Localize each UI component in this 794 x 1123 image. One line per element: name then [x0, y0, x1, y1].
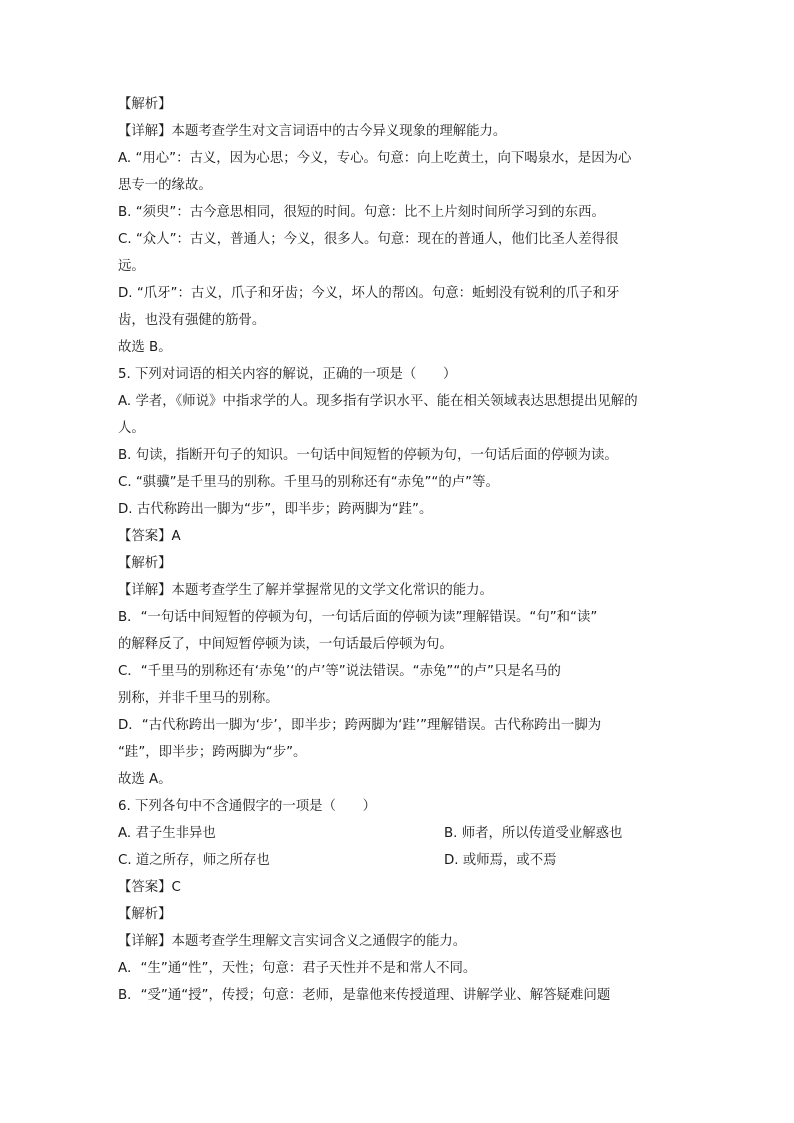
- text-line: 【解析】: [118, 97, 172, 112]
- text-line: B．“一句话中间短暂的停顿为句，一句话后面的停顿为读”理解错误。“句”和“读”: [118, 610, 598, 625]
- text-line: D. “爪牙”：古义，爪子和牙齿；今义，坏人的帮凶。句意：蚯蚓没有锐利的爪子和牙: [118, 286, 620, 301]
- text-line: B. “须臾”：古今意思相同，很短的时间。句意：比不上片刻时间所学习到的东西。: [118, 205, 605, 220]
- answer-label: 【答案】C: [118, 880, 181, 895]
- text-line: 【解析】: [118, 907, 172, 922]
- option-line: B. 句读，指断开句子的知识。一句话中间短暂的停顿为句，一句话后面的停顿为读。: [118, 448, 618, 463]
- text-line: B．“受”通“授”，传授；句意：老师，是靠他来传授道理、讲解学业、解答疑难问题: [118, 988, 611, 1003]
- question-6: 6. 下列各句中不含通假字的一项是（ ）: [118, 799, 377, 814]
- option-c: C. 道之所存，师之所存也: [118, 853, 270, 868]
- text-line: 思专一的缘故。: [118, 178, 212, 193]
- option-line: D. 古代称跨出一脚为“步”，即半步；跨两脚为“跬”。: [118, 502, 433, 517]
- text-line: 【详解】本题考查学生对文言词语中的古今异义现象的理解能力。: [118, 124, 507, 139]
- option-a: A. 君子生非异也: [118, 826, 216, 841]
- text-line: 【详解】本题考查学生理解文言实词含义之通假字的能力。: [118, 934, 467, 949]
- answer-label: 【答案】A: [118, 529, 181, 544]
- option-b: B. 师者，所以传道受业解惑也: [444, 826, 623, 841]
- text-line: 【详解】本题考查学生了解并掌握常见的文学文化常识的能力。: [118, 583, 493, 598]
- text-line: D．“古代称跨出一脚为‘步’，即半步；跨两脚为‘跬’”理解错误。古代称跨出一脚为: [118, 718, 602, 733]
- option-d: D. 或师焉，或不焉: [444, 853, 557, 868]
- text-line: 齿，也没有强健的筋骨。: [118, 313, 266, 328]
- text-line: C. “众人”：古义，普通人；今义，很多人。句意：现在的普通人，他们比圣人差得很: [118, 232, 619, 247]
- text-line: 别称，并非千里马的别称。: [118, 691, 279, 706]
- text-line: 远。: [118, 259, 145, 274]
- text-line: “跬”，即半步；跨两脚为“步”。: [118, 745, 307, 760]
- option-line: C. “骐骥”是千里马的别称。千里马的别称还有“赤兔”“的卢”等。: [118, 475, 499, 490]
- text-line: A．“生”通“性”，天性；句意：君子天性并不是和常人不同。: [118, 961, 477, 976]
- text-line: A. “用心”：古义，因为心思；今义，专心。句意：向上吃黄土，向下喝泉水，是因为心: [118, 151, 632, 166]
- text-line: 的解释反了，中间短暂停顿为读，一句话最后停顿为句。: [118, 637, 453, 652]
- option-line: A. 学者，《师说》中指求学的人。现多指有学识水平、能在相关领域表达思想提出见解的: [118, 394, 638, 409]
- question-5: 5. 下列对词语的相关内容的解说，正确的一项是（ ）: [118, 367, 457, 382]
- text-line: 故选 A。: [118, 772, 172, 787]
- text-line: C．“千里马的别称还有‘赤兔’‘的卢’等”说法错误。“赤兔”“的卢”只是名马的: [118, 664, 561, 679]
- text-line: 故选 B。: [118, 340, 172, 355]
- option-line: 人。: [118, 421, 145, 436]
- text-line: 【解析】: [118, 556, 172, 571]
